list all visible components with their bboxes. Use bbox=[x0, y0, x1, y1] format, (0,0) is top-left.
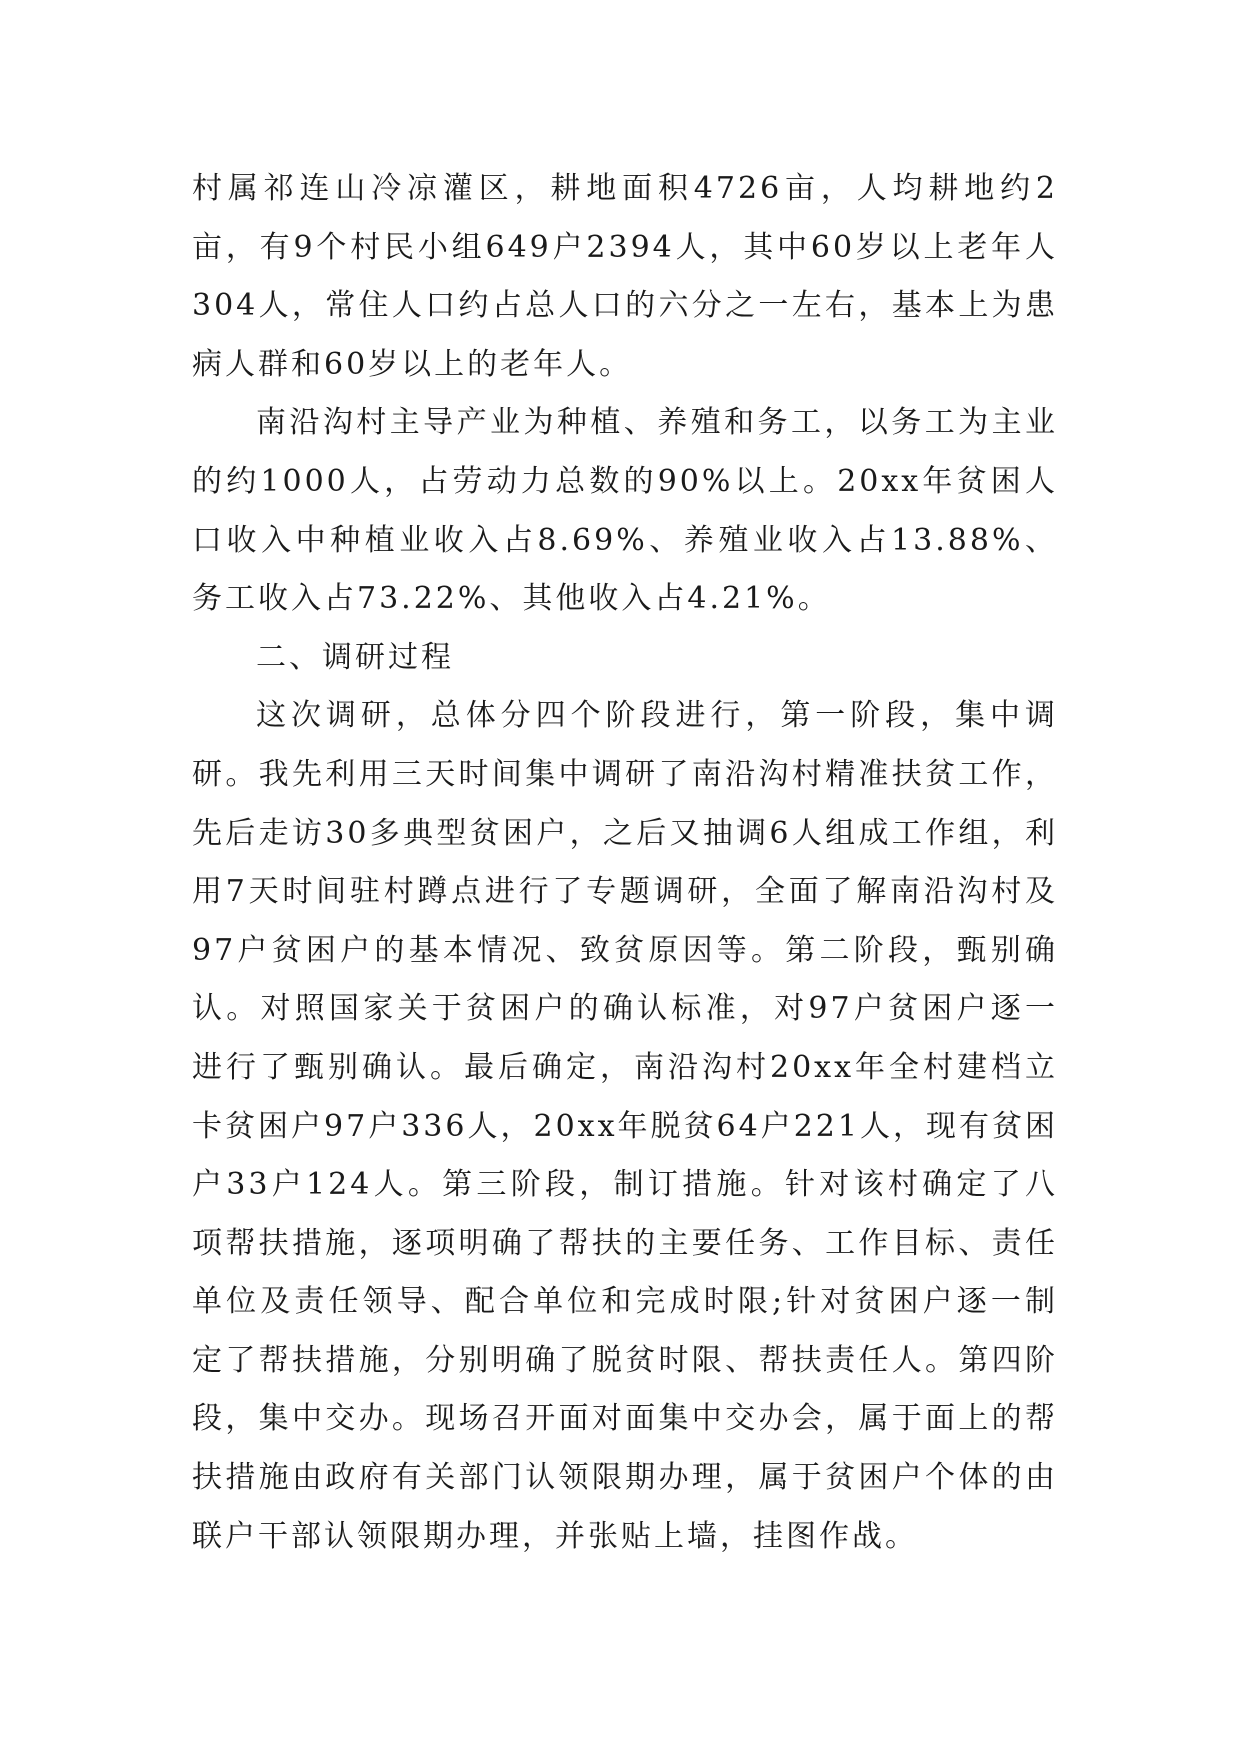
document-body bbox=[192, 160, 1058, 1566]
paragraph-industry-income: 南沿沟村主导产业为种植、养殖和务工，以务工为主业的约1000人，占劳动力总数的90%以上。20xx年贫困人口收入中种植业收入占8.69%、养殖业收入占13.88%、务工收入占73.22%、其他收入占4.21%。 bbox=[192, 405, 1058, 617]
paragraph-village-overview: 村属祁连山冷凉灌区，耕地面积4726亩，人均耕地约2亩，有9个村民小组649户2394人，其中60岁以上老年人304人，常住人口约占总人口的六分之一左右，基本上为患病人群和60岁以上的老年人。 bbox=[192, 171, 1058, 382]
section-heading-research-process: 二、调研过程 bbox=[256, 639, 454, 675]
paragraph-research-stages: 这次调研，总体分四个阶段进行，第一阶段，集中调研。我先利用三天时间集中调研了南沿沟村精准扶贫工作，先后走访30多典型贫困户，之后又抽调6人组成工作组，利用7天时间驻村蹲点进行了专题调研，全面了解南沿沟村及97户贫困户的基本情况、致贫原因等。第二阶段，甄别确认。对照国家关于贫困户的确认标准，对97户贫困户逐一进行了甄别确认。最后确定，南沿沟村20xx年全村建档立卡贫困户97户336人，20xx年脱贫64户221人，现有贫困户33户124人。第三阶段，制订措施。针对该村确定了八项帮扶措施，逐项明确了帮扶的主要任务、工作目标、责任单位及责任领导、配合单位和完成时限;针对贫困户逐一制定了帮扶措施，分别明确了脱贫时限、帮扶责任人。第四阶段，集中交办。现场召开面对面集中交办会，属于面上的帮扶措施由政府有关部门认领限期办理，属于贫困户个体的由联户干部认领限期办理，并张贴上墙，挂图作战。 bbox=[192, 698, 1058, 1554]
